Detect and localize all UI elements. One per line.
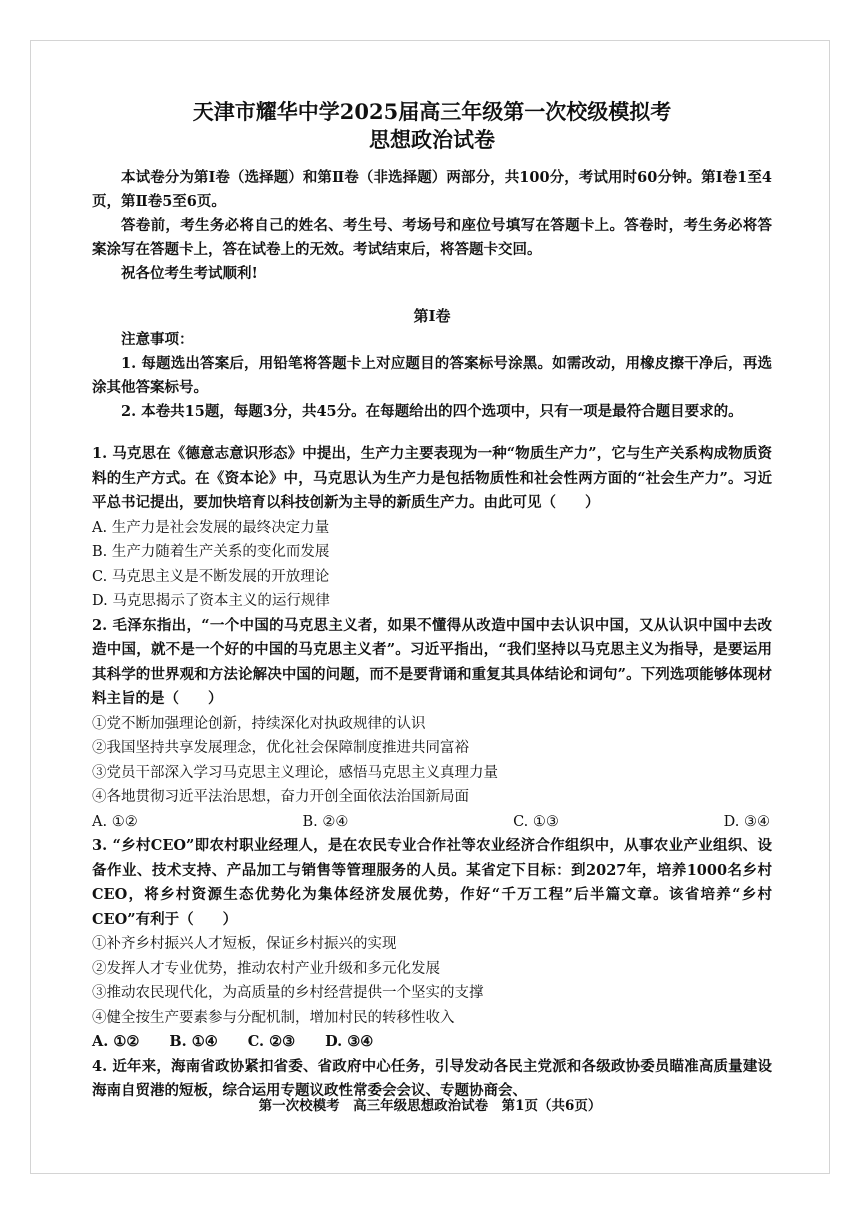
notice-item-2: 2. 本卷共15题，每题3分，共45分。在每题给出的四个选项中，只有一项是最符合题目要求的。 [121, 403, 743, 420]
question-3-option-c: C. ②③ [247, 1033, 296, 1050]
question-3-statement-1: ①补齐乡村振兴人才短板，保证乡村振兴的实现 [92, 936, 397, 952]
exam-page [92, 98, 772, 1104]
question-2-stem: 2. 毛泽东指出，“一个中国的马克思主义者，如果不懂得从改造中国中去认识中国，又从认识中国中去改造中国，就不是一个好的中国的马克思主义者”。习近平指出，“我们坚持以马克思主义为指导，是要运用其科学的世界观和方法论解决中国的问题，而不是要背诵和重复其具体结论和词句”。下列选项能够体现材料主旨的是（ ） [92, 616, 772, 707]
question-2-statement-3: ③党员干部深入学习马克思主义理论，感悟马克思主义真理力量 [92, 764, 498, 781]
question-2-option-c: C. ①③ [513, 813, 559, 830]
question-3-statement-2: ②发挥人才专业优势，推动农村产业升级和多元化发展 [92, 960, 440, 977]
intro-paragraph-2: 答卷前，考生务必将自己的姓名、考生号、考场号和座位号填写在答题卡上。答卷时，考生务必将答案涂写在答题卡上，答在试卷上的无效。考试结束后，将答题卡交回。 [92, 217, 772, 258]
question-3-option-b: B. ①④ [169, 1033, 218, 1050]
question-4-stem: 4. 近年来，海南省政协紧扣省委、省政府中心任务，引导发动各民主党派和各级政协委员瞄准高质量建设海南自贸港的短板，综合运用专题议政性常委会会议、专题协商会、 [92, 1057, 772, 1099]
question-2-option-a: A. ①② [92, 813, 138, 830]
section-title: 第Ⅰ卷 [413, 307, 451, 325]
question-1-option-c: C. 马克思主义是不断发展的开放理论 [92, 568, 330, 585]
question-2-option-d: D. ③④ [723, 813, 770, 830]
question-3-option-a: A. ①② [92, 1033, 140, 1050]
question-3-option-d: D. ③④ [325, 1033, 374, 1050]
question-3-stem: 3. “乡村CEO”即农村职业经理人，是在农民专业合作社等农业经济合作组织中，从事农业产业组织、设备作业、技术支持、产品加工与销售等管理服务的人员。某省定下目标：到2027年，培养1000名乡村CEO，将乡村资源生态优势化为集体经济发展优势，作好“千万工程”后半篇文章。该省培养“乡村CEO”有利于（ ） [92, 837, 772, 928]
intro-paragraph-1: 本试卷分为第Ⅰ卷（选择题）和第Ⅱ卷（非选择题）两部分，共100分，考试用时60分钟。第Ⅰ卷1至4页，第Ⅱ卷5至6页。 [92, 169, 772, 210]
question-1-option-b: B. 生产力随着生产关系的变化而发展 [92, 544, 330, 560]
question-2-option-b: B. ②④ [302, 813, 349, 830]
notice-item-1: 1. 每题选出答案后，用铅笔将答题卡上对应题目的答案标号涂黑。如需改动，用橡皮擦干净后，再选涂其他答案标号。 [92, 355, 772, 396]
question-2-statement-4: ④各地贯彻习近平法治思想，奋力开创全面依法治国新局面 [92, 789, 469, 805]
question-2-options [92, 810, 772, 835]
page-footer: 第一次校模考 高三年级思想政治试卷 第1页（共6页） [258, 1098, 602, 1114]
notice-label: 注意事项： [121, 331, 194, 348]
question-1-stem: 1. 马克思在《德意志意识形态》中提出，生产力主要表现为一种“物质生产力”，它与生产关系构成物质资料的生产方式。在《资本论》中，马克思认为生产力是包括物质性和社会性两方面的“社会生产力”。习近平总书记提出，要加快培育以科技创新为主导的新质生产力。由此可见（ ） [92, 445, 772, 511]
question-3-statement-4: ④健全按生产要素参与分配机制，增加村民的转移性收入 [92, 1009, 455, 1026]
question-1-option-d: D. 马克思揭示了资本主义的运行规律 [92, 593, 330, 609]
intro-paragraph-3: 祝各位考生考试顺利! [121, 265, 258, 282]
exam-subtitle: 思想政治试卷 [369, 127, 495, 152]
question-1-option-a: A. 生产力是社会发展的最终决定力量 [92, 519, 330, 536]
question-3-statement-3: ③推动农民现代化，为高质量的乡村经营提供一个坚实的支撑 [92, 985, 484, 1001]
question-2-statement-1: ①党不断加强理论创新，持续深化对执政规律的认识 [92, 715, 426, 732]
question-3-options [92, 1030, 772, 1055]
exam-title: 天津市耀华中学2025届高三年级第一次校级模拟考 [192, 99, 672, 124]
question-2-statement-2: ②我国坚持共享发展理念，优化社会保障制度推进共同富裕 [92, 740, 469, 756]
